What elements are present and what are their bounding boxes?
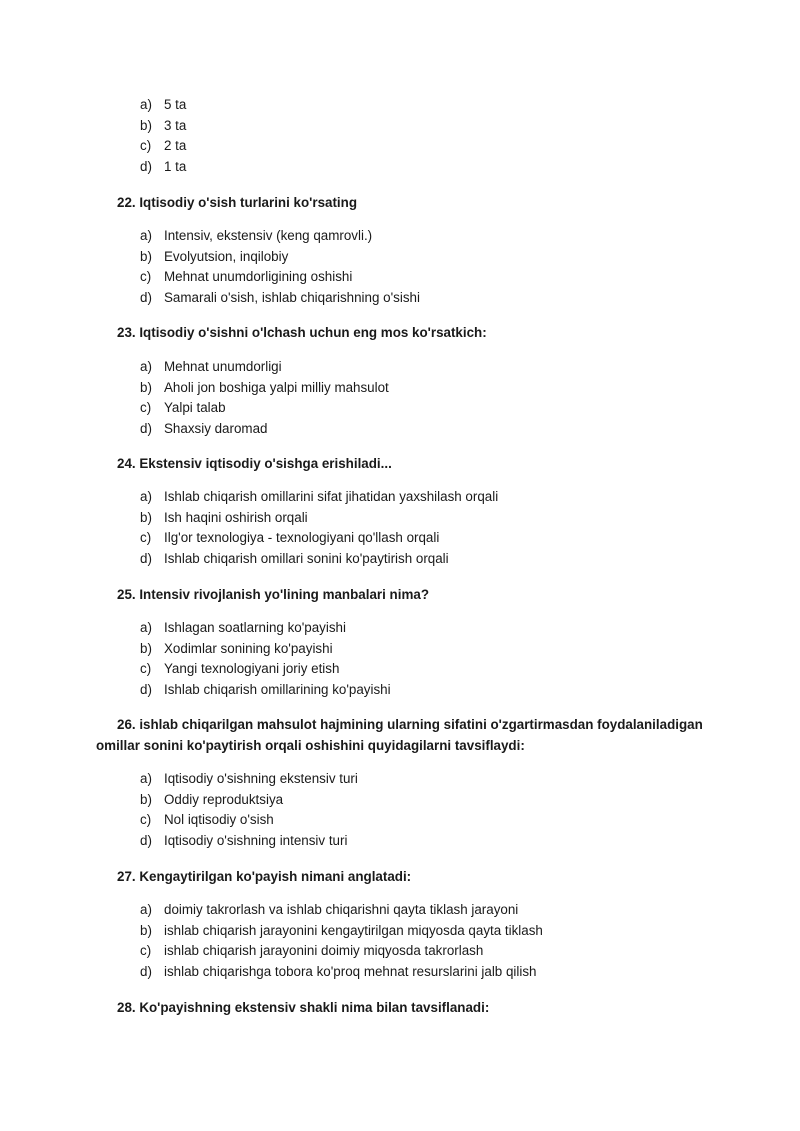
option-letter: a) (140, 359, 152, 374)
option-text: Shaxsiy daromad (164, 421, 268, 437)
question-23-options (0, 357, 800, 440)
option-d (0, 288, 800, 309)
option-text: Xodimlar sonining ko'payishi (164, 640, 333, 656)
option-letter: d) (140, 833, 152, 849)
question-25-title: 25. Intensiv rivojlanish yo'lining manbalari nima? (117, 587, 429, 602)
option-b (0, 639, 800, 660)
option-text: 1 ta (164, 159, 187, 175)
option-b (0, 790, 800, 811)
option-a (0, 226, 800, 247)
option-text: Intensiv, ekstensiv (keng qamrovli.) (164, 228, 373, 243)
option-text: ishlab chiqarish jarayonini doimiy miqyosda takrorlash (164, 943, 484, 959)
option-letter: b) (140, 509, 152, 525)
option-letter: a) (140, 902, 152, 917)
option-d (0, 157, 800, 178)
option-d (0, 962, 800, 983)
question-26-title-line2: omillar sonini ko'paytirish orqali oshishini quyidagilarni tavsiflaydi: (96, 738, 525, 753)
option-letter: d) (140, 964, 152, 980)
option-text: doimiy takrorlash va ishlab chiqarishni qayta tiklash jarayoni (164, 902, 519, 917)
option-d (0, 549, 800, 570)
question-22-options (0, 226, 800, 309)
question-28-title: 28. Ko'payishning ekstensiv shakli nima bilan tavsiflanadi: (117, 1000, 490, 1015)
option-text: Ishlagan soatlarning ko'payishi (164, 620, 346, 635)
option-text: Samarali o'sish, ishlab chiqarishning o'sishi (164, 290, 420, 306)
option-c (0, 941, 800, 962)
option-text: Mehnat unumdorligi (164, 359, 282, 374)
option-text: Iqtisodiy o'sishning ekstensiv turi (164, 771, 358, 786)
option-letter: c) (140, 943, 152, 959)
option-letter: d) (140, 421, 152, 437)
option-text: Ishlab chiqarish omillari sonini ko'paytirish orqali (164, 551, 449, 567)
option-text: Oddiy reproduktsiya (164, 791, 284, 807)
option-letter: c) (140, 269, 152, 285)
prev-question-options (0, 95, 800, 178)
option-c (0, 528, 800, 549)
option-b (0, 508, 800, 529)
option-letter: d) (140, 290, 152, 306)
option-a (0, 487, 800, 508)
option-a (0, 618, 800, 639)
question-26-title-line1: 26. ishlab chiqarilgan mahsulot hajmining ularning sifatini o'zgartirmasdan foydalaniladigan (117, 717, 703, 732)
option-text: Ishlab chiqarish omillarining ko'payishi (164, 682, 391, 698)
option-letter: c) (140, 812, 152, 828)
option-a (0, 95, 800, 116)
option-text: Iqtisodiy o'sishning intensiv turi (164, 833, 348, 849)
option-b (0, 116, 800, 137)
question-22-title: 22. Iqtisodiy o'sish turlarini ko'rsating (117, 195, 358, 210)
option-text: 3 ta (164, 117, 187, 133)
question-26-options (0, 769, 800, 852)
option-a (0, 900, 800, 921)
option-c (0, 398, 800, 419)
option-text: 5 ta (164, 97, 187, 112)
option-text: Ishlab chiqarish omillarini sifat jihatidan yaxshilash orqali (164, 489, 499, 504)
option-letter: a) (140, 228, 152, 243)
option-letter: b) (140, 379, 152, 395)
option-letter: c) (140, 400, 152, 416)
question-27-title: 27. Kengaytirilgan ko'payish nimani anglatadi: (117, 869, 412, 884)
option-letter: b) (140, 640, 152, 656)
option-text: Ilg'or texnologiya - texnologiyani qo'llash orqali (164, 530, 440, 546)
question-27-options (0, 900, 800, 983)
option-d (0, 680, 800, 701)
option-letter: c) (140, 530, 152, 546)
option-text: Yalpi talab (164, 400, 226, 416)
option-letter: b) (140, 248, 152, 264)
option-letter: d) (140, 682, 152, 698)
option-a (0, 769, 800, 790)
option-letter: b) (140, 922, 152, 938)
option-text: ishlab chiqarishga tobora ko'proq mehnat resurslarini jalb qilish (164, 964, 537, 980)
option-d (0, 831, 800, 852)
option-text: Aholi jon boshiga yalpi milliy mahsulot (164, 379, 389, 395)
option-text: Yangi texnologiyani joriy etish (164, 661, 340, 677)
option-b (0, 247, 800, 268)
option-c (0, 659, 800, 680)
option-letter: b) (140, 117, 152, 133)
question-24-options (0, 487, 800, 570)
option-letter: a) (140, 620, 152, 635)
option-letter: c) (140, 661, 152, 677)
option-text: 2 ta (164, 138, 187, 154)
option-letter: b) (140, 791, 152, 807)
option-letter: c) (140, 138, 152, 154)
option-letter: a) (140, 489, 152, 504)
option-letter: d) (140, 159, 152, 175)
option-text: Evolyutsion, inqilobiy (164, 248, 289, 264)
option-b (0, 378, 800, 399)
option-c (0, 267, 800, 288)
option-d (0, 419, 800, 440)
option-a (0, 357, 800, 378)
option-text: ishlab chiqarish jarayonini kengaytirilgan miqyosda qayta tiklash (164, 922, 543, 938)
option-text: Nol iqtisodiy o'sish (164, 812, 274, 828)
option-text: Mehnat unumdorligining oshishi (164, 269, 353, 285)
option-c (0, 136, 800, 157)
option-b (0, 921, 800, 942)
option-text: Ish haqini oshirish orqali (164, 509, 308, 525)
option-letter: d) (140, 551, 152, 567)
question-24-title: 24. Ekstensiv iqtisodiy o'sishga erishiladi... (117, 456, 392, 471)
option-letter: a) (140, 97, 152, 112)
option-letter: a) (140, 771, 152, 786)
option-c (0, 810, 800, 831)
question-25-options (0, 618, 800, 701)
question-23-title: 23. Iqtisodiy o'sishni o'lchash uchun eng mos ko'rsatkich: (117, 325, 487, 340)
